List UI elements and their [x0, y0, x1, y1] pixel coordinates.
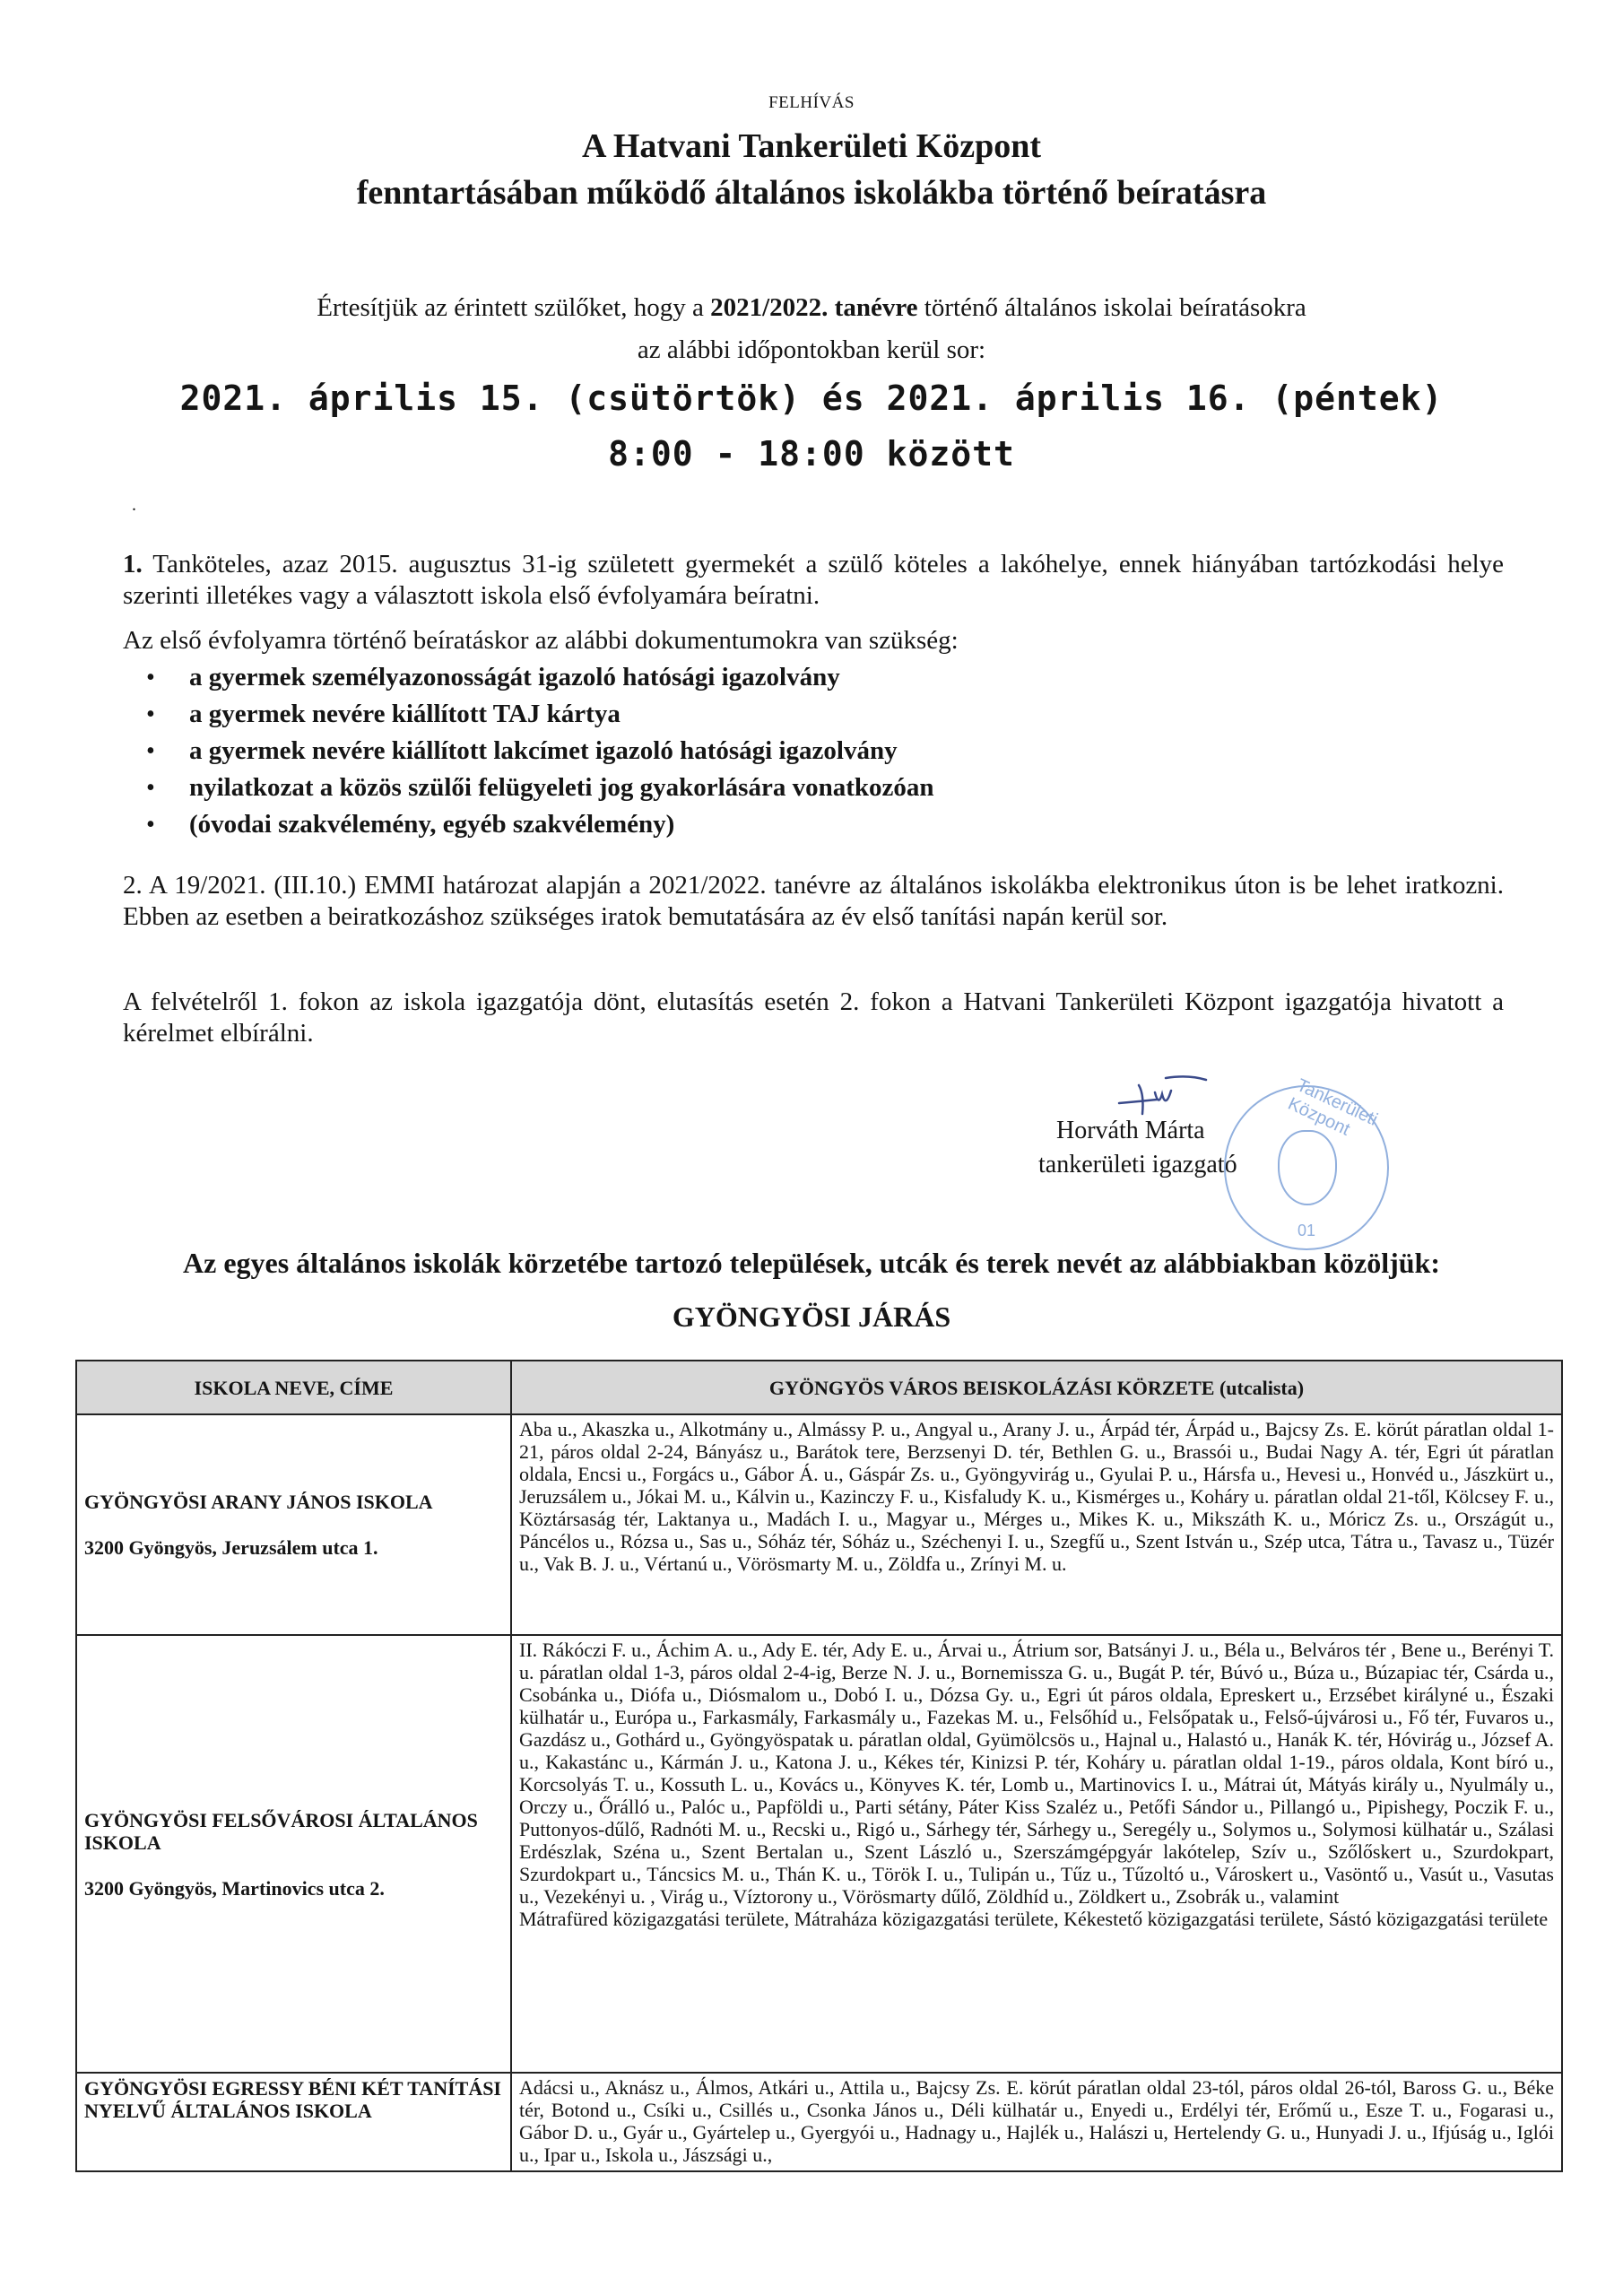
bullet-icon: •: [146, 700, 155, 728]
document-item-label: a gyermek nevére kiállított lakcímet igazoló hatósági igazolvány: [189, 736, 898, 765]
intro-line1: [0, 287, 1623, 329]
document-item: [146, 770, 934, 806]
table-row: [76, 1414, 1562, 1635]
school-cell: [76, 1635, 511, 2073]
school-cell: [76, 1414, 511, 1635]
school-name: GYÖNGYÖSI ARANY JÁNOS ISKOLA: [84, 1491, 433, 1513]
school-name: GYÖNGYÖSI FELSŐVÁROSI ÁLTALÁNOS ISKOLA: [84, 1808, 478, 1854]
stamp-number: 01: [1298, 1222, 1316, 1239]
street-list: II. Rákóczi F. u., Áchim A. u., Ady E. tér, Ady E. u., Árvai u., Átrium sor, Batsányi J. u., Béla u., Belváros tér , Bene u., Berényi T. u. páratlan oldal 1-3, páros oldal 2-4-ig, Berze N. J. u., Bornemissza G. u., Bugát P. tér, Búvó u., Búza u., Búzapiac tér, Csárda u., Csobánka u., Diófa u., Diósmalom u., Dobó I. u., Dózsa Gy. u., Egri út páros oldala, Epreskert u., Erzsébet királyné u., Északi külhatár u., Európa u., Farkasmály, Farkasmály u., Fazekas M. u., Felsőhíd u., Felsőpatak u., Felső-újvárosi u., Fő tér, Fuvaros u., Gazdász u., Gothárd u., Gyöngyöspatak u. páratlan oldal, Gyümölcsös u., Hajnal u., Halastó u., Hanák K. tér, Hóvirág u., József A. u., Kakastánc u., Kármán J. u., Katona J. u., Kékes tér, Kinizsi P. tér, Koháry u. páratlan oldal 1-19., páros oldala, Kont bíró u., Korcsolyás T. u., Kossuth L. u., Kovács u., Könyves K. tér, Lomb u., Martinovics I. u., Mátrai út, Mátyás király u., Nyulmály u., Orczy u., Őrálló u., Palóc u., Papföldi u., Parti sétány, Páter Kiss Szaléz u., Petőfi Sándor u., Pillangó u., Pipishegy, Poczik F. u., Puttonyos-dűlő, Radnóti M. u., Recski u., Rigó u., Sárhegy tér, Sárhegy u., Seregély u., Solymos u., Solymosi külhatár u., Szálasi Erdészlak, Széna u., Szent Bertalan u., Szent László u., Szerszámgépgyár lakótelep, Szív u., Szőlőskert u., Szurdokpart, Szurdokpart u., Táncsics M. u., Thán K. u., Török I. u., Tulipán u., Tűz u., Tűzoltó u., Városkert u., Vasöntő u., Vasút u., Vasutas u., Vezekényi u. , Virág u., Víztorony u., Vörösmarty dűlő, Zöldhíd u., Zöldkert u., Zsobrák u., valamint: [519, 1639, 1554, 1908]
document-label: FELHÍVÁS: [768, 93, 855, 112]
bullet-icon: •: [146, 811, 155, 839]
document-item: [146, 659, 934, 696]
table-row: [76, 2073, 1562, 2171]
street-list: Adácsi u., Aknász u., Álmos, Atkári u., Attila u., Bajcsy Zs. E. körút páratlan oldal 23-tól, páros oldal 26-tól, Baross G. u., Béke tér, Botond u., Csíki u., Csillés u., Csonka János u., Déli külhatár u., Enyedi u., Erdélyi tér, Erőmű u., Esze T. u., Fogarasi u., Gábor D. u., Gyár u., Gyártelep u., Gyergyói u., Hadnagy u., Hajlék u., Halászi u, Hertelendy G. u., Hunyadi J. u., Ifjúság u., Iglói u., Ipar u., Iskola u., Jászsági u.,: [519, 2076, 1554, 2166]
coat-of-arms-icon: [1278, 1130, 1337, 1205]
intro-line2: az alábbi időpontokban kerül sor:: [637, 335, 986, 364]
bullet-icon: •: [146, 737, 155, 765]
school-cell: [76, 2073, 511, 2171]
document-item: [146, 733, 934, 770]
streets-cell: [511, 1414, 1562, 1635]
document-item-label: a gyermek nevére kiállított TAJ kártya: [189, 700, 621, 728]
streets-cell: [511, 2073, 1562, 2171]
school-address: 3200 Gyöngyös, Martinovics utca 2.: [84, 1876, 385, 1900]
streets-cell: [511, 1635, 1562, 2073]
stamp-text: Tankerületi Központ: [1284, 1074, 1381, 1140]
section1-number: 1.: [123, 550, 143, 578]
intro-paragraph: [0, 287, 1623, 371]
school-name: GYÖNGYÖSI EGRESSY BÉNI KÉT TANÍTÁSI NYELVŰ ÁLTALÁNOS ISKOLA: [84, 2077, 501, 2122]
document-title-line1: A Hatvani Tankerületi Központ: [581, 127, 1042, 165]
documents-intro: Az első évfolyamra történő beíratáskor az alábbi dokumentumokra van szükség:: [123, 626, 959, 655]
table-header-row: [76, 1361, 1562, 1414]
district-subheading: GYÖNGYÖSI JÁRÁS: [672, 1300, 951, 1333]
street-list-extra: Mátrafüred közigazgatási területe, Mátraháza közigazgatási területe, Kékestető közigazgatási területe, Sástó közigazgatási területe: [519, 1908, 1549, 1930]
stray-mark: .: [132, 495, 136, 515]
official-stamp: [1224, 1074, 1389, 1250]
districts-heading: Az egyes általános iskolák körzetébe tartozó települések, utcák és terek nevét az alábbiakban közöljük:: [183, 1247, 1440, 1279]
required-documents-list: [123, 659, 934, 843]
column-header-school: ISKOLA NEVE, CÍME: [76, 1361, 511, 1414]
document-item-label: (óvodai szakvélemény, egyéb szakvélemény): [189, 810, 675, 839]
school-districts-table: [75, 1360, 1563, 2172]
section1-paragraph: [123, 549, 1504, 612]
school-address: 3200 Gyöngyös, Jeruzsálem utca 1.: [84, 1536, 378, 1559]
bullet-icon: •: [146, 664, 155, 691]
decision-paragraph: A felvételről 1. fokon az iskola igazgatója dönt, elutasítás esetén 2. fokon a Hatvani Tankerületi Központ igazgatója hivatott a kérelmet elbírálni.: [123, 987, 1504, 1048]
intro-post: történő általános iskolai beíratásokra: [917, 293, 1306, 322]
enrollment-hours: 8:00 - 18:00 között: [608, 434, 1015, 474]
document-item: [146, 806, 934, 843]
section2-paragraph: 2. A 19/2021. (III.10.) EMMI határozat alapján a 2021/2022. tanévre az általános iskolákba elektronikus úton is be lehet iratkozni. Ebben az esetben a beiratkozáshoz szükséges iratok bemutatására az év első tanítási napán kerül sor.: [123, 871, 1504, 931]
table-row: [76, 1635, 1562, 2073]
document-title-line2: fenntartásában működő általános iskolákba történő beíratásra: [356, 174, 1267, 212]
document-item-label: nyilatkozat a közös szülői felügyeleti jog gyakorlására vonatkozóan: [189, 773, 934, 802]
enrollment-dates: 2021. április 15. (csütörtök) és 2021. április 16. (péntek): [179, 378, 1444, 418]
document-item-label: a gyermek személyazonosságát igazoló hatósági igazolvány: [189, 663, 840, 691]
street-list: Aba u., Akaszka u., Alkotmány u., Almássy P. u., Angyal u., Arany J. u., Árpád tér, Árpád u., Bajcsy Zs. E. körút páratlan oldal 1-21, páros oldal 2-24, Bányász u., Barátok tere, Berzsenyi D. tér, Bethlen G. u., Brassói u., Budai Nagy A. tér, Egri út páratlan oldala, Encsi u., Forgács u., Gábor Á. u., Gáspár Zs. u., Gyöngyvirág u., Gyulai P. u., Hársfa u., Hevesi u., Honvéd u., Jászkürt u., Jeruzsálem u., Jókai M. u., Kálvin u., Kazinczy F. u., Kisfaludy K. u., Kismérges u., Koháry u. páratlan oldal 21-től, Kölcsey F. u., Köztársaság tér, Laktanya u., Madách I. u., Magyar u., Mérges u., Mikes K. u., Mikszáth K. u., Móricz Zs. u., Országút u., Páncélos u., Rózsa u., Sas u., Sóház tér, Sóház u., Széchenyi I. u., Szegfű u., Szent István u., Szép utca, Tátra u., Tavasz u., Tüzér u., Vak B. J. u., Vértanú u., Vörösmarty M. u., Zöldfa u., Zrínyi M. u.: [519, 1418, 1554, 1575]
document-item: [146, 696, 934, 733]
intro-pre: Értesítjük az érintett szülőket, hogy a: [317, 293, 711, 322]
signatory-role: tankerületi igazgató: [1038, 1151, 1237, 1178]
section1-text: Tanköteles, azaz 2015. augusztus 31-ig született gyermekét a szülő köteles a lakóhelye, ennek hiányában tartózkodási helye szerinti illetékes vagy a választott iskola első évfolyamára beíratni.: [123, 550, 1504, 610]
intro-year: 2021/2022. tanévre: [710, 293, 918, 322]
column-header-streets: GYÖNGYÖS VÁROS BEISKOLÁZÁSI KÖRZETE (utcalista): [511, 1361, 1562, 1414]
bullet-icon: •: [146, 774, 155, 802]
signatory-name: Horváth Márta: [1056, 1117, 1205, 1144]
